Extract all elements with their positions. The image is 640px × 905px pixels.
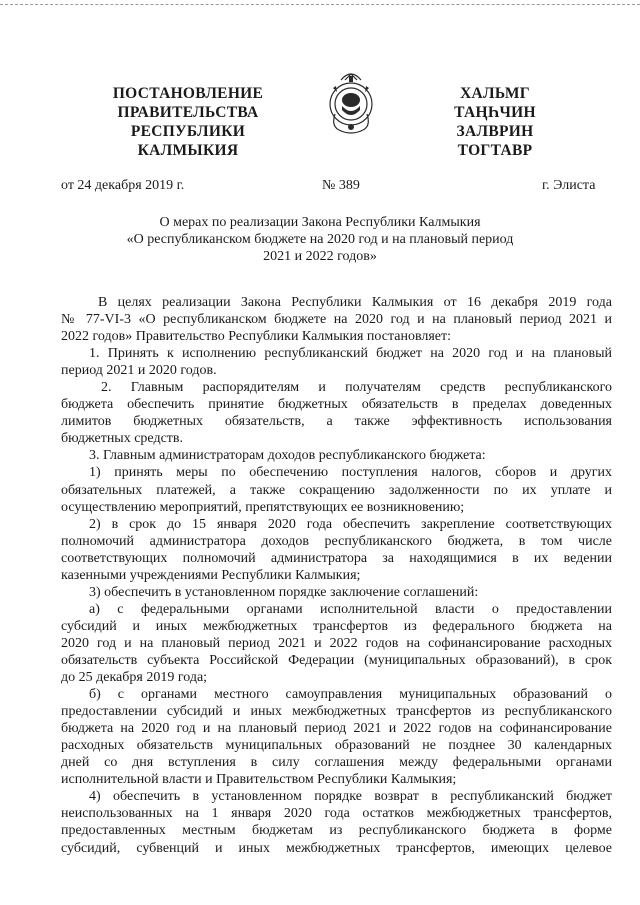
- body-line: № 77-VI-3 «О республиканском бюджете на 2020 год и на плановый период 2021 и: [61, 312, 612, 328]
- document-date: от 24 декабря 2019 г.: [61, 178, 185, 193]
- body-line: исполнительной власти и Правительством Республики Калмыкия;: [61, 772, 457, 788]
- body-line: до 25 декабря 2019 года;: [61, 670, 208, 686]
- body-line: неиспользованных на 1 января 2020 года остатков межбюджетных трансфертов,: [61, 806, 612, 822]
- header-right-line: ХАЛЬМГ: [460, 85, 530, 102]
- body-line: дней со дня вступления в силу соглашения между федеральными органами: [61, 755, 612, 771]
- header-left-line: РЕСПУБЛИКИ: [130, 123, 246, 140]
- page-top-edge: [0, 4, 640, 5]
- header-left-line: ПОСТАНОВЛЕНИЕ: [112, 85, 264, 102]
- title-line: О мерах по реализации Закона Республики Калмыкия: [159, 215, 481, 230]
- body-line: осуществлению мероприятий, препятствующих ее возникновению;: [61, 499, 465, 515]
- header-title-russian: [98, 84, 278, 160]
- body-line: соответствующих полномочий администратора за находящимися в их ведении: [61, 550, 612, 566]
- body-line: 1) принять меры по обеспечению поступления налогов, сборов и других: [89, 465, 612, 481]
- body-line: полномочий администратора доходов республиканского бюджета, в том числе: [61, 533, 612, 549]
- document-city: г. Элиста: [542, 178, 596, 193]
- body-line: обязательных платежей, а также сокращению задолженности по их уплате и: [61, 482, 612, 498]
- header-left-line: ПРАВИТЕЛЬСТВА: [117, 104, 259, 121]
- body-line: бюджетных средств.: [61, 431, 184, 447]
- coat-of-arms-emblem-icon: [323, 70, 379, 136]
- body-line: 2. Главным распорядителям и получателям средств республиканского: [101, 380, 612, 396]
- body-line: 1. Принять к исполнению республиканский бюджет на 2020 год и на плановый: [89, 346, 612, 362]
- document-number: № 389: [322, 178, 360, 193]
- header-left-line: КАЛМЫКИЯ: [137, 142, 239, 159]
- title-line: «О республиканском бюджете на 2020 год и на плановый период: [126, 232, 514, 247]
- document-body: [61, 294, 612, 857]
- body-line: 3. Главным администраторам доходов республиканского бюджета:: [89, 448, 486, 464]
- header-right-line: ЗАЛВРИН: [456, 123, 534, 140]
- title-line: 2021 и 2022 годов»: [263, 249, 377, 264]
- body-line: лимитов бюджетных обязательств, а также эффективность использования: [61, 414, 612, 430]
- header-title-kalmyk: [440, 84, 550, 160]
- body-line: б) с органами местного самоуправления муниципальных образований о: [89, 687, 612, 703]
- body-line: казенными учреждениями Республики Калмыкия;: [61, 567, 361, 583]
- body-line: расходных обязательств муниципальных образований не позднее 30 календарных: [61, 738, 612, 754]
- body-line: 2022 годов» Правительство Республики Калмыкия постановляет:: [61, 329, 452, 345]
- body-line: 4) обеспечить в установленном порядке возврат в республиканский бюджет: [89, 789, 612, 805]
- body-line: В целях реализации Закона Республики Калмыкия от 16 декабря 2019 года: [98, 295, 612, 310]
- body-line: 3) обеспечить в установленном порядке заключение соглашений:: [89, 584, 479, 600]
- body-line: бюджета на 2020 год и на плановый период 2021 и 2022 годов на софинансирование: [61, 721, 612, 737]
- document-title: [70, 214, 570, 265]
- body-line: субсидий и иных межбюджетных трансфертов из федерального бюджета на: [61, 618, 612, 634]
- body-line: 2) в срок до 15 января 2020 года обеспечить закрепление соответствующих: [89, 516, 612, 532]
- body-line: обязательств субъекта Российской Федерации (муниципальных образований), в срок: [61, 652, 612, 668]
- body-line: предоставлении субсидий и иных межбюджетных трансфертов из республиканского: [61, 704, 612, 720]
- body-line: а) с федеральными органами исполнительной власти о предоставлении: [89, 601, 612, 617]
- body-line: субсидий, субвенций и иных межбюджетных трансфертов, имеющих целевое: [61, 840, 612, 856]
- body-line: период 2021 и 2020 годов.: [61, 363, 217, 379]
- body-line: 2020 год и на плановый период 2021 и 2022 годов на софинансирование расходных: [61, 635, 612, 651]
- header-right-line: ТАҢҺЧИН: [454, 104, 536, 121]
- body-line: предоставленных местным бюджетам из республиканского бюджета в форме: [61, 823, 612, 839]
- header-right-line: ТОГТАВР: [457, 142, 533, 159]
- body-line: бюджета обеспечить принятие бюджетных обязательств в пределах доведенных: [61, 397, 612, 413]
